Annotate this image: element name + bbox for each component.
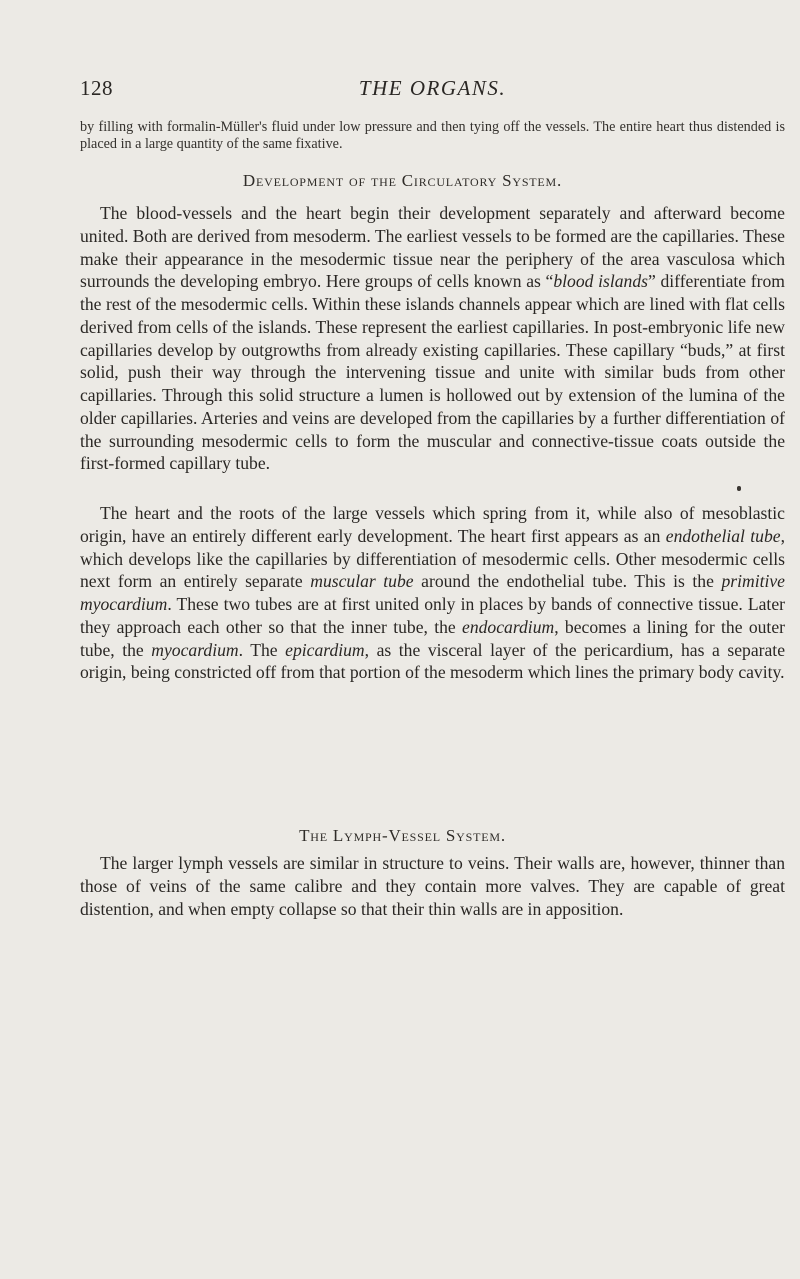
paragraph-text: The larger lymph vessels are similar in structure to veins. Their walls are, however, thinner than those of veins of the same calibre and they contain more valves. They are capable of great distention, and when empty collapse so that their thin walls are in apposition. bbox=[80, 853, 785, 919]
emphasis-term: epicardium bbox=[285, 639, 365, 660]
paragraph-text: The heart and the roots of the large vessels which spring from it, while also of mesoblastic origin, have an entirely different early development. The heart first appears as an bbox=[80, 503, 785, 546]
paragraph-text: around the endothelial tube. This is the bbox=[413, 571, 722, 592]
page-number: 128 bbox=[80, 76, 113, 100]
paragraph-text: . These two tubes are at first united only in places by bands of connective tissue. Later they approach each other so that the inner tube, the bbox=[80, 594, 785, 637]
emphasis-term: endocardium bbox=[462, 616, 555, 637]
paragraph-text: ” differentiate from the rest of the mesodermic cells. Within these islands channels appear which are lined with flat cells derived from cells of the islands. These represent the earliest capillaries. In post-embryonic life new capillaries develop by outgrowths from already existing capillaries. These capillary “buds,” at first solid, push their way through the intervening tissue and unite with similar buds from other capillaries. Through this solid structure a lumen is hollowed out by extension of the lumina of the older capillaries. Arteries and veins are developed from the capillaries by a further differentiation of the surrounding mesodermic cells to form the muscular and connective-tissue coats outside the first-formed capillary tube. bbox=[80, 271, 785, 474]
section-heading-lymph: The Lymph-Vessel System. bbox=[299, 826, 506, 845]
paragraph-text: The blood-vessels and the heart begin their development separately and afterward become united. Both are derived from mesoderm. The earliest vessels to be formed are the capillaries. These make their appearance in the mesodermic tissue near the periphery of the area vasculosa which surrounds the developing embryo. Here groups of cells known as “ bbox=[80, 203, 785, 292]
paragraph-heart bbox=[80, 502, 785, 684]
intro-paragraph: by filling with formalin-Müller's fluid under low pressure and then tying off the vessels. The entire heart thus distended is placed in a large quantity of the same fixative. bbox=[80, 119, 785, 153]
paragraph-text: , which develops like the capillaries by differentiation of mesodermic cells. Other mesodermic cells next form an entirely separate bbox=[80, 525, 785, 592]
paragraph-text: , becomes a lining for the outer tube, the bbox=[80, 616, 785, 660]
emphasis-term: endothelial tube bbox=[665, 525, 781, 546]
emphasis-term: muscular tube bbox=[310, 571, 414, 592]
emphasis-term: myocardium bbox=[151, 639, 239, 660]
ink-speck bbox=[737, 486, 741, 491]
paragraph-blood-vessels bbox=[80, 202, 785, 475]
running-head bbox=[80, 76, 785, 104]
paragraph-lymph bbox=[80, 852, 785, 920]
running-title: THE ORGANS. bbox=[358, 76, 507, 100]
paragraph-text: , as the visceral layer of the pericardium, has a separate origin, being constricted off from that portion of the mesoderm which lines the primary body cavity. bbox=[80, 639, 786, 683]
section-heading-circulatory: Development of the Circulatory System. bbox=[242, 171, 563, 190]
emphasis-term: blood islands bbox=[553, 271, 648, 292]
emphasis-term: primitive myocardium bbox=[80, 571, 785, 614]
paragraph-text: . The bbox=[238, 639, 286, 660]
